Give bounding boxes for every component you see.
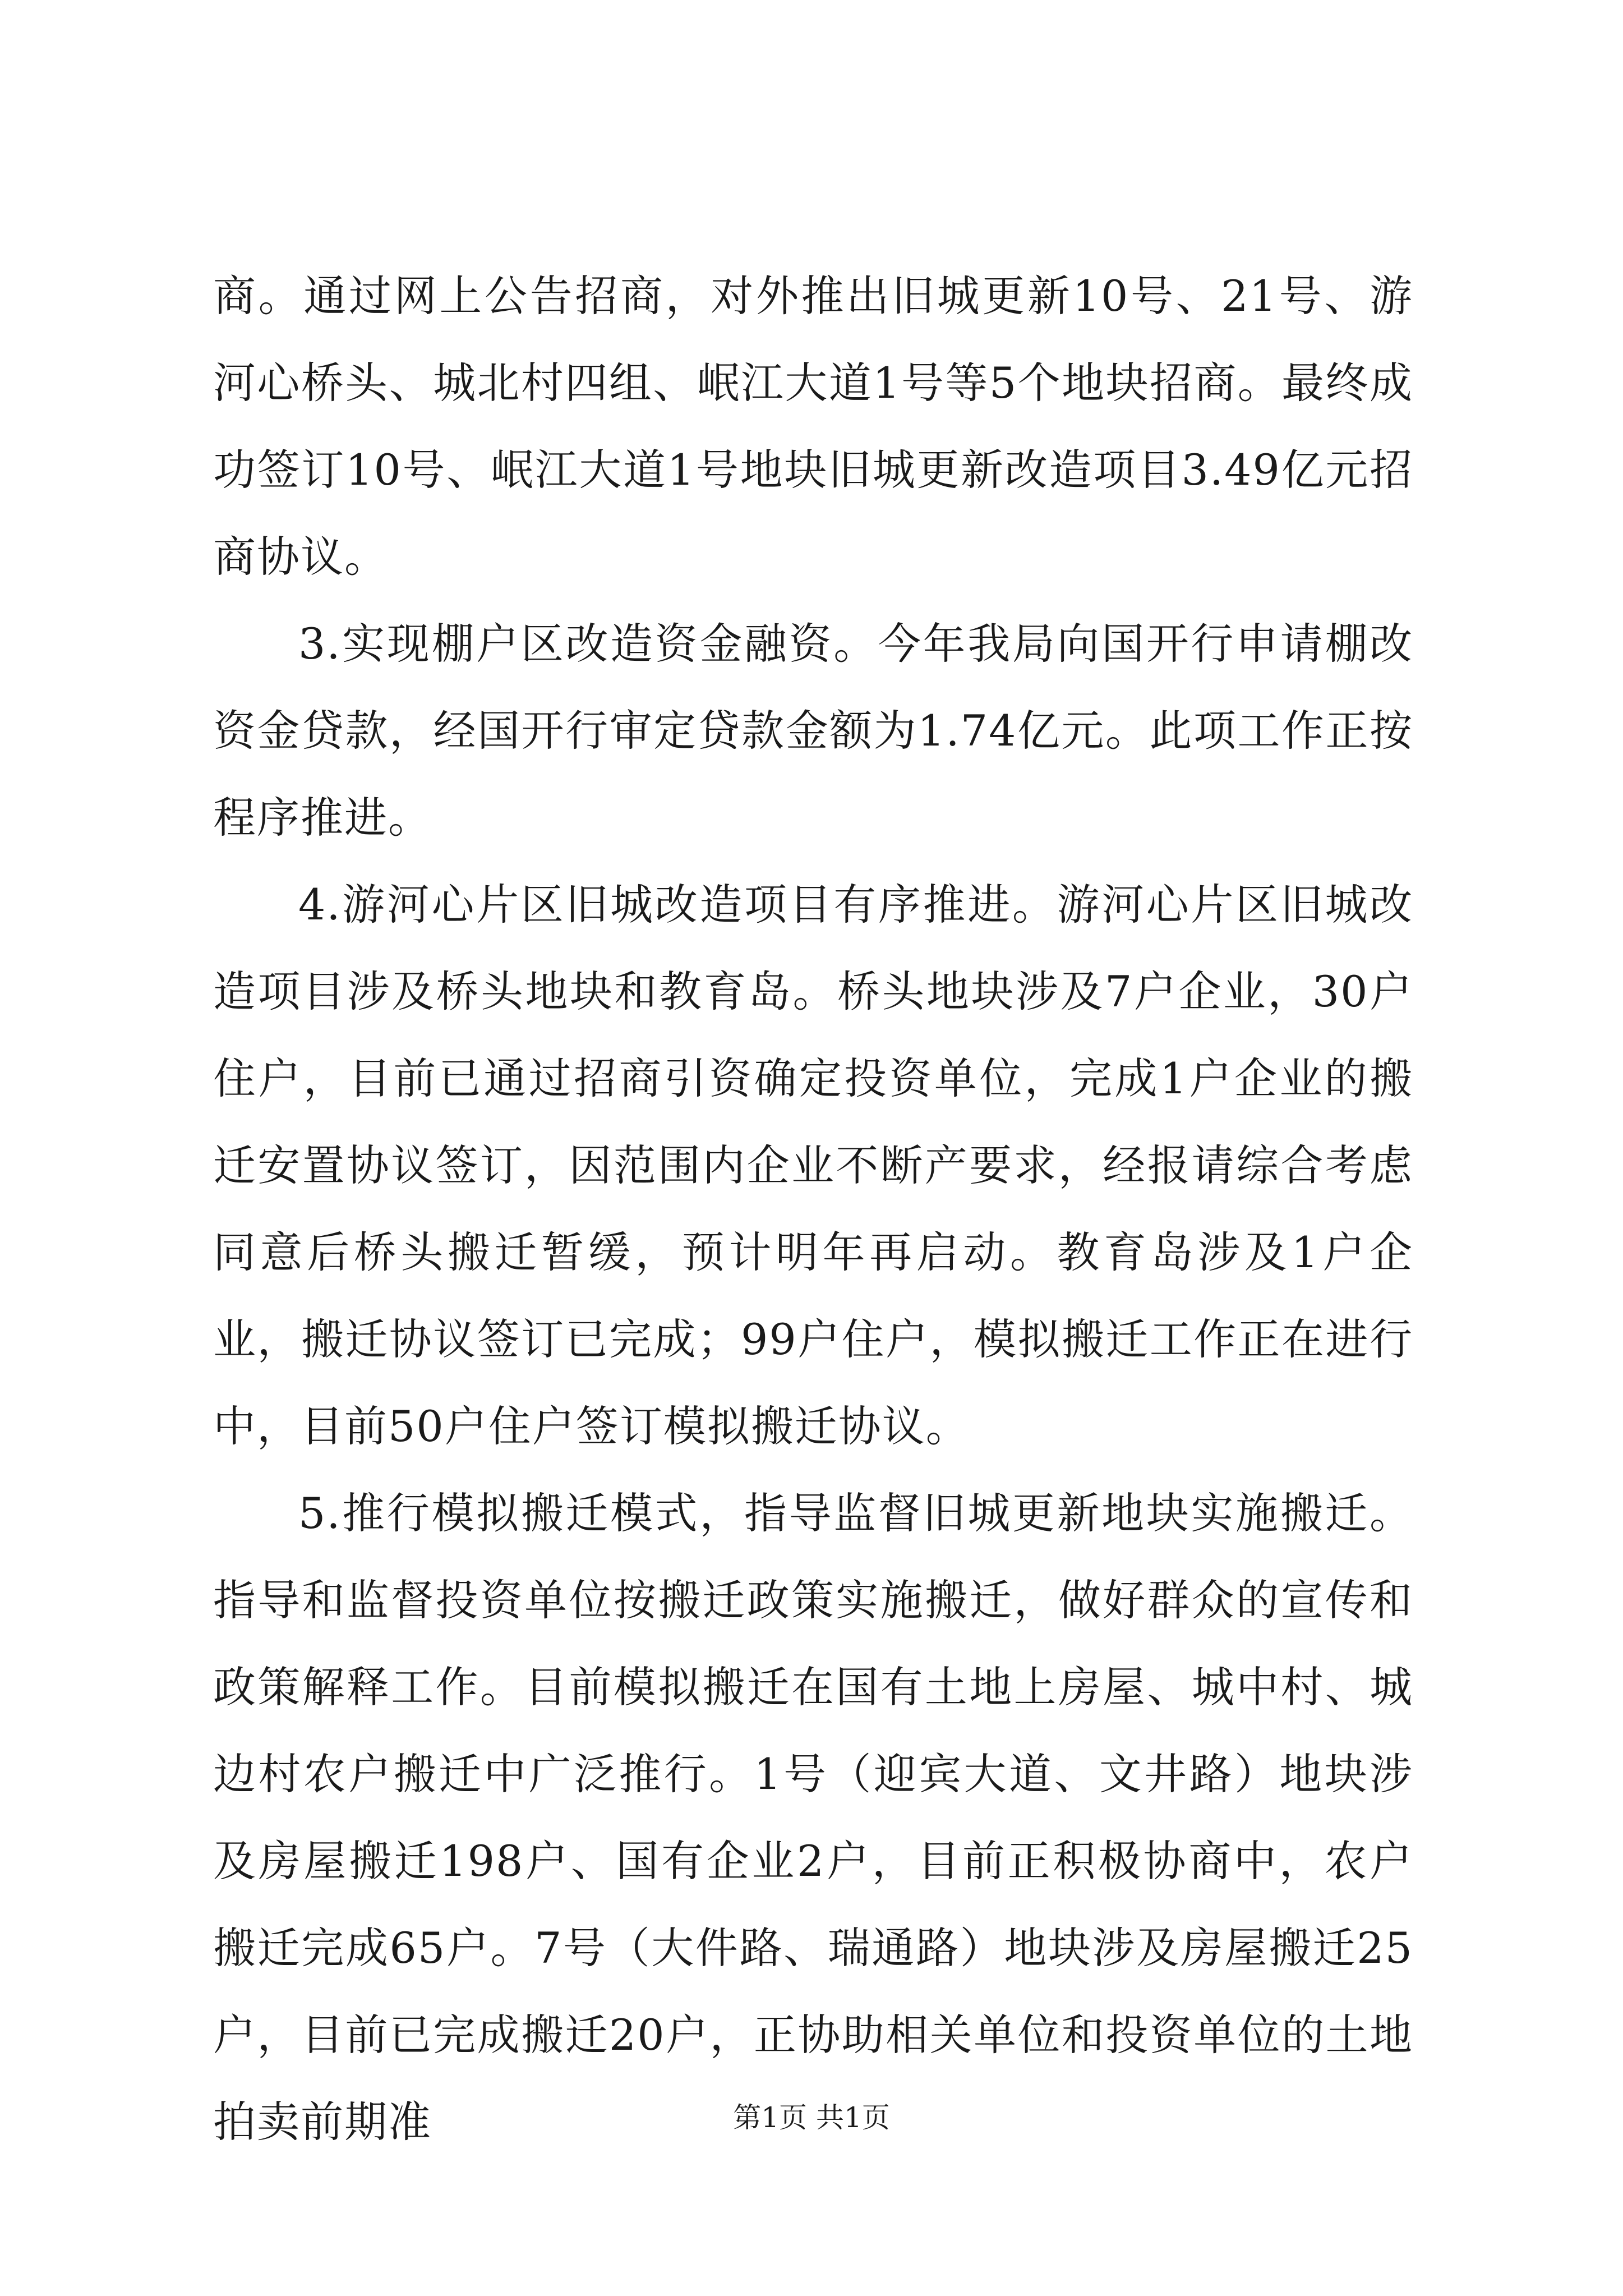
paragraph-item-5: 5.推行模拟搬迁模式，指导监督旧城更新地块实施搬迁。指导和监督投资单位按搬迁政策实施搬迁，做好群众的宣传和政策解释工作。目前模拟搬迁在国有土地上房屋、城中村、城边村农户搬迁中广泛推行。1号（迎宾大道、文井路）地块涉及房屋搬迁198户、国有企业2户，目前正积极协商中，农户搬迁完成65户。7号（大件路、瑞通路）地块涉及房屋搬迁25户，目前已完成搬迁20户，正协助相关单位和投资单位的土地拍卖前期准 <box>213 1488 1413 2147</box>
page-footer: 第1页 共1页 <box>733 2101 890 2134</box>
body-text <box>213 252 1413 2165</box>
paragraph-item-4: 4.游河心片区旧城改造项目有序推进。游河心片区旧城改造项目涉及桥头地块和教育岛。桥头地块涉及7户企业，30户住户，目前已通过招商引资确定投资单位，完成1户企业的搬迁安置协议签订，因范围内企业不断产要求，经报请综合考虑同意后桥头搬迁暂缓，预计明年再启动。教育岛涉及1户企业，搬迁协议签订已完成；99户住户，模拟搬迁工作正在进行中，目前50户住户签订模拟搬迁协议。 <box>213 880 1413 1451</box>
paragraph-continuation: 商。通过网上公告招商，对外推出旧城更新10号、21号、游河心桥头、城北村四组、岷江大道1号等5个地块招商。最终成功签订10号、岷江大道1号地块旧城更新改造项目3.49亿元招商协议。 <box>213 271 1413 582</box>
paragraph-item-3: 3.实现棚户区改造资金融资。今年我局向国开行申请棚改资金贷款，经国开行审定贷款金额为1.74亿元。此项工作正按程序推进。 <box>213 619 1413 843</box>
